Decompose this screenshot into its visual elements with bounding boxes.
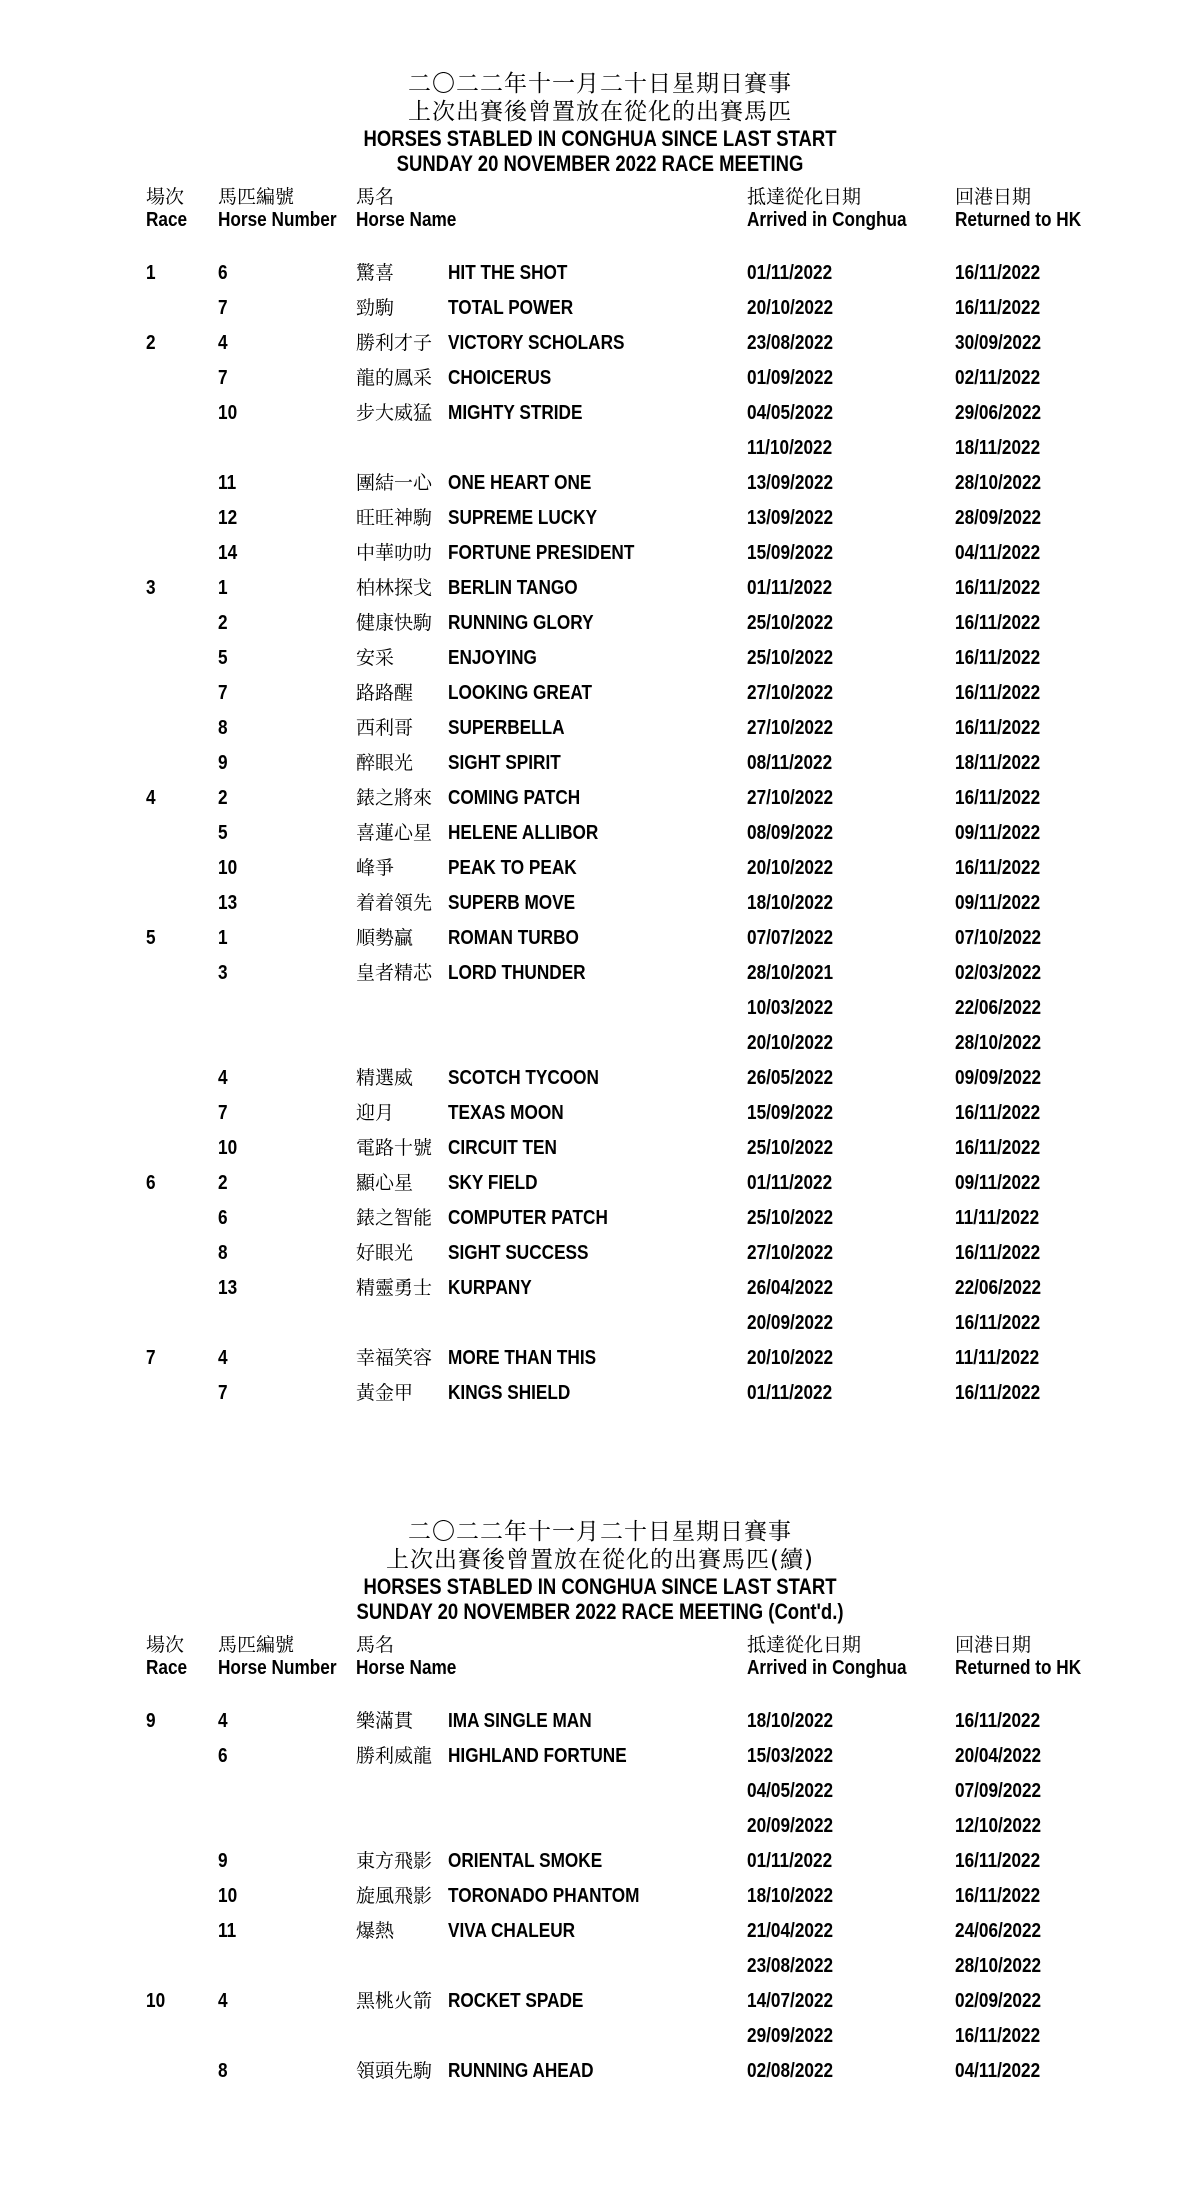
- table-row: [0, 1306, 1200, 1341]
- race-cell: 5: [146, 927, 156, 949]
- table-row: [0, 466, 1200, 501]
- table-row: [0, 606, 1200, 641]
- race-cell: 7: [146, 1347, 156, 1369]
- header-returned: 回港日期 Returned to HK: [955, 186, 1082, 231]
- arrived-date-cell: 15/09/2022: [747, 1102, 834, 1124]
- horse-number-cell: 8: [218, 717, 228, 739]
- race-cell: 9: [146, 1710, 156, 1732]
- horse-name-zh-cell: 黑桃火箭: [356, 1990, 433, 2012]
- horse-name-zh-cell: 電路十號: [356, 1137, 433, 1159]
- horse-number-cell: 6: [218, 262, 228, 284]
- horse-number-cell: 2: [218, 1172, 228, 1194]
- table-body: [0, 1704, 1200, 2089]
- horse-number-cell: 12: [218, 507, 238, 529]
- horse-name-en-cell: TORONADO PHANTOM: [448, 1885, 640, 1907]
- horse-name-en-cell: IMA SINGLE MAN: [448, 1710, 592, 1732]
- horse-number-cell: 2: [218, 612, 228, 634]
- table-row: [0, 326, 1200, 361]
- zh-title-line1: 二〇二二年十一月二十日星期日賽事: [408, 1519, 792, 1545]
- horse-number-cell: 11: [218, 1920, 237, 1942]
- horse-name-zh-cell: 爆熱: [356, 1920, 395, 1942]
- en-title-line1: HORSES STABLED IN CONGHUA SINCE LAST START: [363, 126, 837, 151]
- horse-name-zh-cell: 旋風飛影: [356, 1885, 433, 1907]
- arrived-date-cell: 21/04/2022: [747, 1920, 834, 1942]
- arrived-date-cell: 08/09/2022: [747, 822, 834, 844]
- horse-number-cell: 6: [218, 1745, 228, 1767]
- table-row: [0, 711, 1200, 746]
- race-cell: 6: [146, 1172, 156, 1194]
- horse-number-cell: 6: [218, 1207, 228, 1229]
- arrived-date-cell: 01/11/2022: [747, 1172, 833, 1194]
- arrived-date-cell: 27/10/2022: [747, 1242, 834, 1264]
- horse-name-zh-cell: 柏林探戈: [356, 577, 433, 599]
- returned-date-cell: 16/11/2022: [955, 577, 1041, 599]
- table-row: [0, 1879, 1200, 1914]
- horse-name-zh-cell: 幸福笑容: [356, 1347, 433, 1369]
- horse-number-cell: 7: [218, 297, 228, 319]
- arrived-date-cell: 20/10/2022: [747, 1347, 834, 1369]
- horse-number-cell: 10: [218, 402, 238, 424]
- arrived-date-cell: 04/05/2022: [747, 402, 834, 424]
- horse-name-en-cell: BERLIN TANGO: [448, 577, 578, 599]
- arrived-date-cell: 18/10/2022: [747, 1885, 834, 1907]
- returned-date-cell: 16/11/2022: [955, 857, 1041, 879]
- arrived-date-cell: 15/09/2022: [747, 542, 834, 564]
- horse-number-cell: 10: [218, 1885, 238, 1907]
- horse-name-zh-cell: 東方飛影: [356, 1850, 433, 1872]
- horse-name-zh-cell: 勝利威龍: [356, 1745, 433, 1767]
- arrived-date-cell: 01/11/2022: [747, 1850, 833, 1872]
- horse-name-en-cell: ROCKET SPADE: [448, 1990, 584, 2012]
- table-row: [0, 641, 1200, 676]
- horse-name-zh-cell: 勁駒: [356, 297, 395, 319]
- horse-name-zh-cell: 喜蓮心星: [356, 822, 433, 844]
- horse-number-cell: 4: [218, 1710, 228, 1732]
- arrived-date-cell: 13/09/2022: [747, 472, 834, 494]
- horse-name-en-cell: CHOICERUS: [448, 367, 552, 389]
- returned-date-cell: 28/10/2022: [955, 1032, 1042, 1054]
- horse-name-en-cell: KINGS SHIELD: [448, 1382, 571, 1404]
- horse-number-cell: 10: [218, 857, 238, 879]
- horse-name-zh-cell: 旺旺神駒: [356, 507, 433, 529]
- horse-name-zh-cell: 精選威: [356, 1067, 414, 1089]
- returned-date-cell: 16/11/2022: [955, 682, 1041, 704]
- horse-name-zh-cell: 精靈勇士: [356, 1277, 433, 1299]
- arrived-date-cell: 26/04/2022: [747, 1277, 834, 1299]
- returned-date-cell: 22/06/2022: [955, 997, 1042, 1019]
- table-row: [0, 1949, 1200, 1984]
- arrived-date-cell: 01/09/2022: [747, 367, 834, 389]
- horse-name-en-cell: PEAK TO PEAK: [448, 857, 577, 879]
- arrived-date-cell: 20/10/2022: [747, 297, 834, 319]
- returned-date-cell: 07/10/2022: [955, 927, 1042, 949]
- table-row: [0, 256, 1200, 291]
- table-row: [0, 676, 1200, 711]
- returned-date-cell: 16/11/2022: [955, 1242, 1041, 1264]
- horse-name-en-cell: ONE HEART ONE: [448, 472, 592, 494]
- horse-name-en-cell: LORD THUNDER: [448, 962, 586, 984]
- header-arrived: 抵達從化日期 Arrived in Conghua: [747, 1634, 907, 1679]
- arrived-date-cell: 27/10/2022: [747, 717, 834, 739]
- table-row: [0, 571, 1200, 606]
- horse-name-zh-cell: 路路醒: [356, 682, 414, 704]
- horse-number-cell: 5: [218, 647, 228, 669]
- horse-name-en-cell: SUPERBELLA: [448, 717, 565, 739]
- returned-date-cell: 16/11/2022: [955, 1137, 1041, 1159]
- returned-date-cell: 20/04/2022: [955, 1745, 1042, 1767]
- horse-number-cell: 2: [218, 787, 228, 809]
- en-title-line2: SUNDAY 20 NOVEMBER 2022 RACE MEETING (Cont'd.): [356, 1599, 844, 1624]
- horse-name-en-cell: COMING PATCH: [448, 787, 581, 809]
- returned-date-cell: 30/09/2022: [955, 332, 1042, 354]
- arrived-date-cell: 04/05/2022: [747, 1780, 834, 1802]
- table-row: [0, 1376, 1200, 1411]
- horse-name-zh-cell: 團結一心: [356, 472, 433, 494]
- table-row: [0, 501, 1200, 536]
- returned-date-cell: 16/11/2022: [955, 1382, 1041, 1404]
- horse-number-cell: 4: [218, 1990, 228, 2012]
- returned-date-cell: 16/11/2022: [955, 717, 1041, 739]
- arrived-date-cell: 27/10/2022: [747, 787, 834, 809]
- horse-name-en-cell: HIGHLAND FORTUNE: [448, 1745, 627, 1767]
- returned-date-cell: 12/10/2022: [955, 1815, 1042, 1837]
- returned-date-cell: 04/11/2022: [955, 542, 1041, 564]
- returned-date-cell: 16/11/2022: [955, 1710, 1041, 1732]
- horse-number-cell: 8: [218, 1242, 228, 1264]
- returned-date-cell: 09/11/2022: [955, 822, 1041, 844]
- horse-number-cell: 4: [218, 1067, 228, 1089]
- horse-number-cell: 13: [218, 892, 238, 914]
- section-2-title: [0, 1518, 1200, 1624]
- horse-number-cell: 4: [218, 1347, 228, 1369]
- horse-name-en-cell: RUNNING AHEAD: [448, 2060, 594, 2082]
- table-row: [0, 1844, 1200, 1879]
- horse-name-en-cell: HELENE ALLIBOR: [448, 822, 599, 844]
- returned-date-cell: 24/06/2022: [955, 1920, 1042, 1942]
- horse-number-cell: 14: [218, 542, 238, 564]
- horse-name-zh-cell: 顯心星: [356, 1172, 414, 1194]
- returned-date-cell: 28/10/2022: [955, 472, 1042, 494]
- horse-number-cell: 9: [218, 1850, 228, 1872]
- table-row: [0, 1131, 1200, 1166]
- table-row: [0, 886, 1200, 921]
- header-horse-name: 馬名 Horse Name: [356, 1634, 457, 1679]
- horse-name-zh-cell: 安采: [356, 647, 395, 669]
- returned-date-cell: 16/11/2022: [955, 647, 1041, 669]
- table-row: [0, 991, 1200, 1026]
- horse-name-zh-cell: 錶之智能: [356, 1207, 433, 1229]
- returned-date-cell: 07/09/2022: [955, 1780, 1042, 1802]
- header-returned: 回港日期 Returned to HK: [955, 1634, 1082, 1679]
- returned-date-cell: 16/11/2022: [955, 297, 1041, 319]
- horse-name-zh-cell: 着着領先: [356, 892, 433, 914]
- horse-name-en-cell: KURPANY: [448, 1277, 532, 1299]
- returned-date-cell: 18/11/2022: [955, 437, 1041, 459]
- table-row: [0, 1271, 1200, 1306]
- table-row: [0, 1809, 1200, 1844]
- returned-date-cell: 22/06/2022: [955, 1277, 1042, 1299]
- arrived-date-cell: 15/03/2022: [747, 1745, 834, 1767]
- horse-number-cell: 10: [218, 1137, 238, 1159]
- arrived-date-cell: 20/10/2022: [747, 857, 834, 879]
- table-row: [0, 291, 1200, 326]
- arrived-date-cell: 26/05/2022: [747, 1067, 834, 1089]
- arrived-date-cell: 07/07/2022: [747, 927, 834, 949]
- horse-name-en-cell: MIGHTY STRIDE: [448, 402, 583, 424]
- race-cell: 2: [146, 332, 156, 354]
- returned-date-cell: 09/09/2022: [955, 1067, 1042, 1089]
- header-horse-name: 馬名 Horse Name: [356, 186, 457, 231]
- header-race: 場次 Race: [146, 186, 188, 231]
- horse-name-en-cell: VICTORY SCHOLARS: [448, 332, 625, 354]
- horse-name-zh-cell: 順勢贏: [356, 927, 414, 949]
- horse-number-cell: 4: [218, 332, 228, 354]
- returned-date-cell: 02/09/2022: [955, 1990, 1042, 2012]
- header-horse-number: 馬匹編號 Horse Number: [218, 186, 337, 231]
- horse-name-zh-cell: 龍的鳳采: [356, 367, 433, 389]
- arrived-date-cell: 02/08/2022: [747, 2060, 834, 2082]
- arrived-date-cell: 29/09/2022: [747, 2025, 834, 2047]
- horse-name-en-cell: TEXAS MOON: [448, 1102, 564, 1124]
- arrived-date-cell: 13/09/2022: [747, 507, 834, 529]
- horse-number-cell: 7: [218, 1382, 228, 1404]
- returned-date-cell: 16/11/2022: [955, 2025, 1041, 2047]
- arrived-date-cell: 23/08/2022: [747, 332, 834, 354]
- table-row: [0, 2019, 1200, 2054]
- table-row: [0, 1061, 1200, 1096]
- returned-date-cell: 16/11/2022: [955, 262, 1041, 284]
- horse-number-cell: 13: [218, 1277, 238, 1299]
- horse-name-zh-cell: 樂滿貫: [356, 1710, 414, 1732]
- zh-title-line1: 二〇二二年十一月二十日星期日賽事: [408, 71, 792, 97]
- arrived-date-cell: 01/11/2022: [747, 262, 833, 284]
- returned-date-cell: 02/03/2022: [955, 962, 1042, 984]
- returned-date-cell: 16/11/2022: [955, 787, 1041, 809]
- arrived-date-cell: 14/07/2022: [747, 1990, 834, 2012]
- table-row: [0, 1704, 1200, 1739]
- en-title-line1: HORSES STABLED IN CONGHUA SINCE LAST START: [363, 1574, 837, 1599]
- horse-number-cell: 7: [218, 682, 228, 704]
- horse-name-zh-cell: 驚喜: [356, 262, 395, 284]
- table-header: [0, 186, 1200, 236]
- table-row: [0, 1096, 1200, 1131]
- table-row: [0, 1236, 1200, 1271]
- table-row: [0, 1166, 1200, 1201]
- arrived-date-cell: 08/11/2022: [747, 752, 833, 774]
- table-header: [0, 1634, 1200, 1684]
- header-arrived: 抵達從化日期 Arrived in Conghua: [747, 186, 907, 231]
- returned-date-cell: 29/06/2022: [955, 402, 1042, 424]
- arrived-date-cell: 11/10/2022: [747, 437, 833, 459]
- horse-name-en-cell: SUPREME LUCKY: [448, 507, 598, 529]
- horse-name-en-cell: RUNNING GLORY: [448, 612, 594, 634]
- horse-name-en-cell: ENJOYING: [448, 647, 537, 669]
- zh-title-line2: 上次出賽後曾置放在從化的出賽馬匹: [408, 99, 792, 125]
- arrived-date-cell: 01/11/2022: [747, 577, 833, 599]
- table-row: [0, 956, 1200, 991]
- table-row: [0, 1026, 1200, 1061]
- horse-name-zh-cell: 黃金甲: [356, 1382, 414, 1404]
- table-row: [0, 816, 1200, 851]
- arrived-date-cell: 28/10/2021: [747, 962, 834, 984]
- returned-date-cell: 16/11/2022: [955, 1312, 1041, 1334]
- horse-name-en-cell: COMPUTER PATCH: [448, 1207, 608, 1229]
- table-row: [0, 2054, 1200, 2089]
- horse-name-en-cell: SUPERB MOVE: [448, 892, 576, 914]
- returned-date-cell: 09/11/2022: [955, 1172, 1041, 1194]
- horse-name-zh-cell: 西利哥: [356, 717, 414, 739]
- returned-date-cell: 16/11/2022: [955, 612, 1041, 634]
- horse-name-zh-cell: 皇者精芯: [356, 962, 433, 984]
- horse-name-en-cell: HIT THE SHOT: [448, 262, 568, 284]
- horse-name-zh-cell: 中華叻叻: [356, 542, 433, 564]
- horse-name-zh-cell: 錶之將來: [356, 787, 433, 809]
- horse-name-zh-cell: 峰爭: [356, 857, 395, 879]
- horse-name-en-cell: SIGHT SUCCESS: [448, 1242, 589, 1264]
- arrived-date-cell: 25/10/2022: [747, 1207, 834, 1229]
- table-row: [0, 1201, 1200, 1236]
- arrived-date-cell: 18/10/2022: [747, 1710, 834, 1732]
- arrived-date-cell: 23/08/2022: [747, 1955, 834, 1977]
- returned-date-cell: 02/11/2022: [955, 367, 1041, 389]
- race-cell: 1: [146, 262, 156, 284]
- arrived-date-cell: 01/11/2022: [747, 1382, 833, 1404]
- arrived-date-cell: 27/10/2022: [747, 682, 834, 704]
- horse-name-en-cell: FORTUNE PRESIDENT: [448, 542, 635, 564]
- header-horse-number: 馬匹編號 Horse Number: [218, 1634, 337, 1679]
- returned-date-cell: 11/11/2022: [955, 1347, 1040, 1369]
- horse-name-en-cell: MORE THAN THIS: [448, 1347, 597, 1369]
- horse-name-en-cell: SKY FIELD: [448, 1172, 538, 1194]
- horse-name-zh-cell: 好眼光: [356, 1242, 414, 1264]
- horse-name-en-cell: LOOKING GREAT: [448, 682, 592, 704]
- returned-date-cell: 04/11/2022: [955, 2060, 1041, 2082]
- arrived-date-cell: 10/03/2022: [747, 997, 834, 1019]
- table-row: [0, 1984, 1200, 2019]
- section-2: [0, 1518, 1200, 2089]
- horse-number-cell: 9: [218, 752, 228, 774]
- table-row: [0, 1774, 1200, 1809]
- arrived-date-cell: 25/10/2022: [747, 612, 834, 634]
- arrived-date-cell: 20/09/2022: [747, 1815, 834, 1837]
- arrived-date-cell: 25/10/2022: [747, 1137, 834, 1159]
- table-body: [0, 256, 1200, 1411]
- horse-number-cell: 1: [218, 927, 228, 949]
- table-row: [0, 431, 1200, 466]
- returned-date-cell: 11/11/2022: [955, 1207, 1040, 1229]
- en-title-line2: SUNDAY 20 NOVEMBER 2022 RACE MEETING: [396, 151, 804, 176]
- horse-name-zh-cell: 領頭先駒: [356, 2060, 433, 2082]
- table-row: [0, 746, 1200, 781]
- arrived-date-cell: 18/10/2022: [747, 892, 834, 914]
- returned-date-cell: 28/09/2022: [955, 507, 1042, 529]
- returned-date-cell: 16/11/2022: [955, 1885, 1041, 1907]
- returned-date-cell: 09/11/2022: [955, 892, 1041, 914]
- section-1: [0, 70, 1200, 1411]
- horse-name-zh-cell: 健康快駒: [356, 612, 433, 634]
- horse-number-cell: 1: [218, 577, 228, 599]
- horse-name-zh-cell: 迎月: [356, 1102, 395, 1124]
- horse-name-zh-cell: 勝利才子: [356, 332, 433, 354]
- returned-date-cell: 28/10/2022: [955, 1955, 1042, 1977]
- horse-name-en-cell: CIRCUIT TEN: [448, 1137, 557, 1159]
- table-row: [0, 781, 1200, 816]
- horse-name-zh-cell: 步大威猛: [356, 402, 433, 424]
- table-row: [0, 536, 1200, 571]
- horse-number-cell: 7: [218, 367, 228, 389]
- horse-number-cell: 8: [218, 2060, 228, 2082]
- horse-number-cell: 7: [218, 1102, 228, 1124]
- arrived-date-cell: 20/09/2022: [747, 1312, 834, 1334]
- horse-name-en-cell: SCOTCH TYCOON: [448, 1067, 599, 1089]
- horse-name-en-cell: TOTAL POWER: [448, 297, 574, 319]
- returned-date-cell: 16/11/2022: [955, 1102, 1041, 1124]
- race-cell: 4: [146, 787, 156, 809]
- horse-name-en-cell: SIGHT SPIRIT: [448, 752, 561, 774]
- horse-name-en-cell: ORIENTAL SMOKE: [448, 1850, 603, 1872]
- arrived-date-cell: 25/10/2022: [747, 647, 834, 669]
- horse-name-zh-cell: 醉眼光: [356, 752, 414, 774]
- table-row: [0, 1341, 1200, 1376]
- horse-number-cell: 3: [218, 962, 228, 984]
- table-row: [0, 1914, 1200, 1949]
- table-row: [0, 921, 1200, 956]
- section-1-title: [0, 70, 1200, 176]
- table-row: [0, 361, 1200, 396]
- table-row: [0, 396, 1200, 431]
- arrived-date-cell: 20/10/2022: [747, 1032, 834, 1054]
- table-row: [0, 1739, 1200, 1774]
- header-race: 場次 Race: [146, 1634, 188, 1679]
- horse-number-cell: 5: [218, 822, 228, 844]
- horse-number-cell: 11: [218, 472, 237, 494]
- zh-title-line2: 上次出賽後曾置放在從化的出賽馬匹(續): [386, 1547, 814, 1573]
- horse-name-en-cell: VIVA CHALEUR: [448, 1920, 576, 1942]
- table-row: [0, 851, 1200, 886]
- returned-date-cell: 16/11/2022: [955, 1850, 1041, 1872]
- race-cell: 3: [146, 577, 156, 599]
- race-cell: 10: [146, 1990, 166, 2012]
- horse-name-en-cell: ROMAN TURBO: [448, 927, 579, 949]
- returned-date-cell: 18/11/2022: [955, 752, 1041, 774]
